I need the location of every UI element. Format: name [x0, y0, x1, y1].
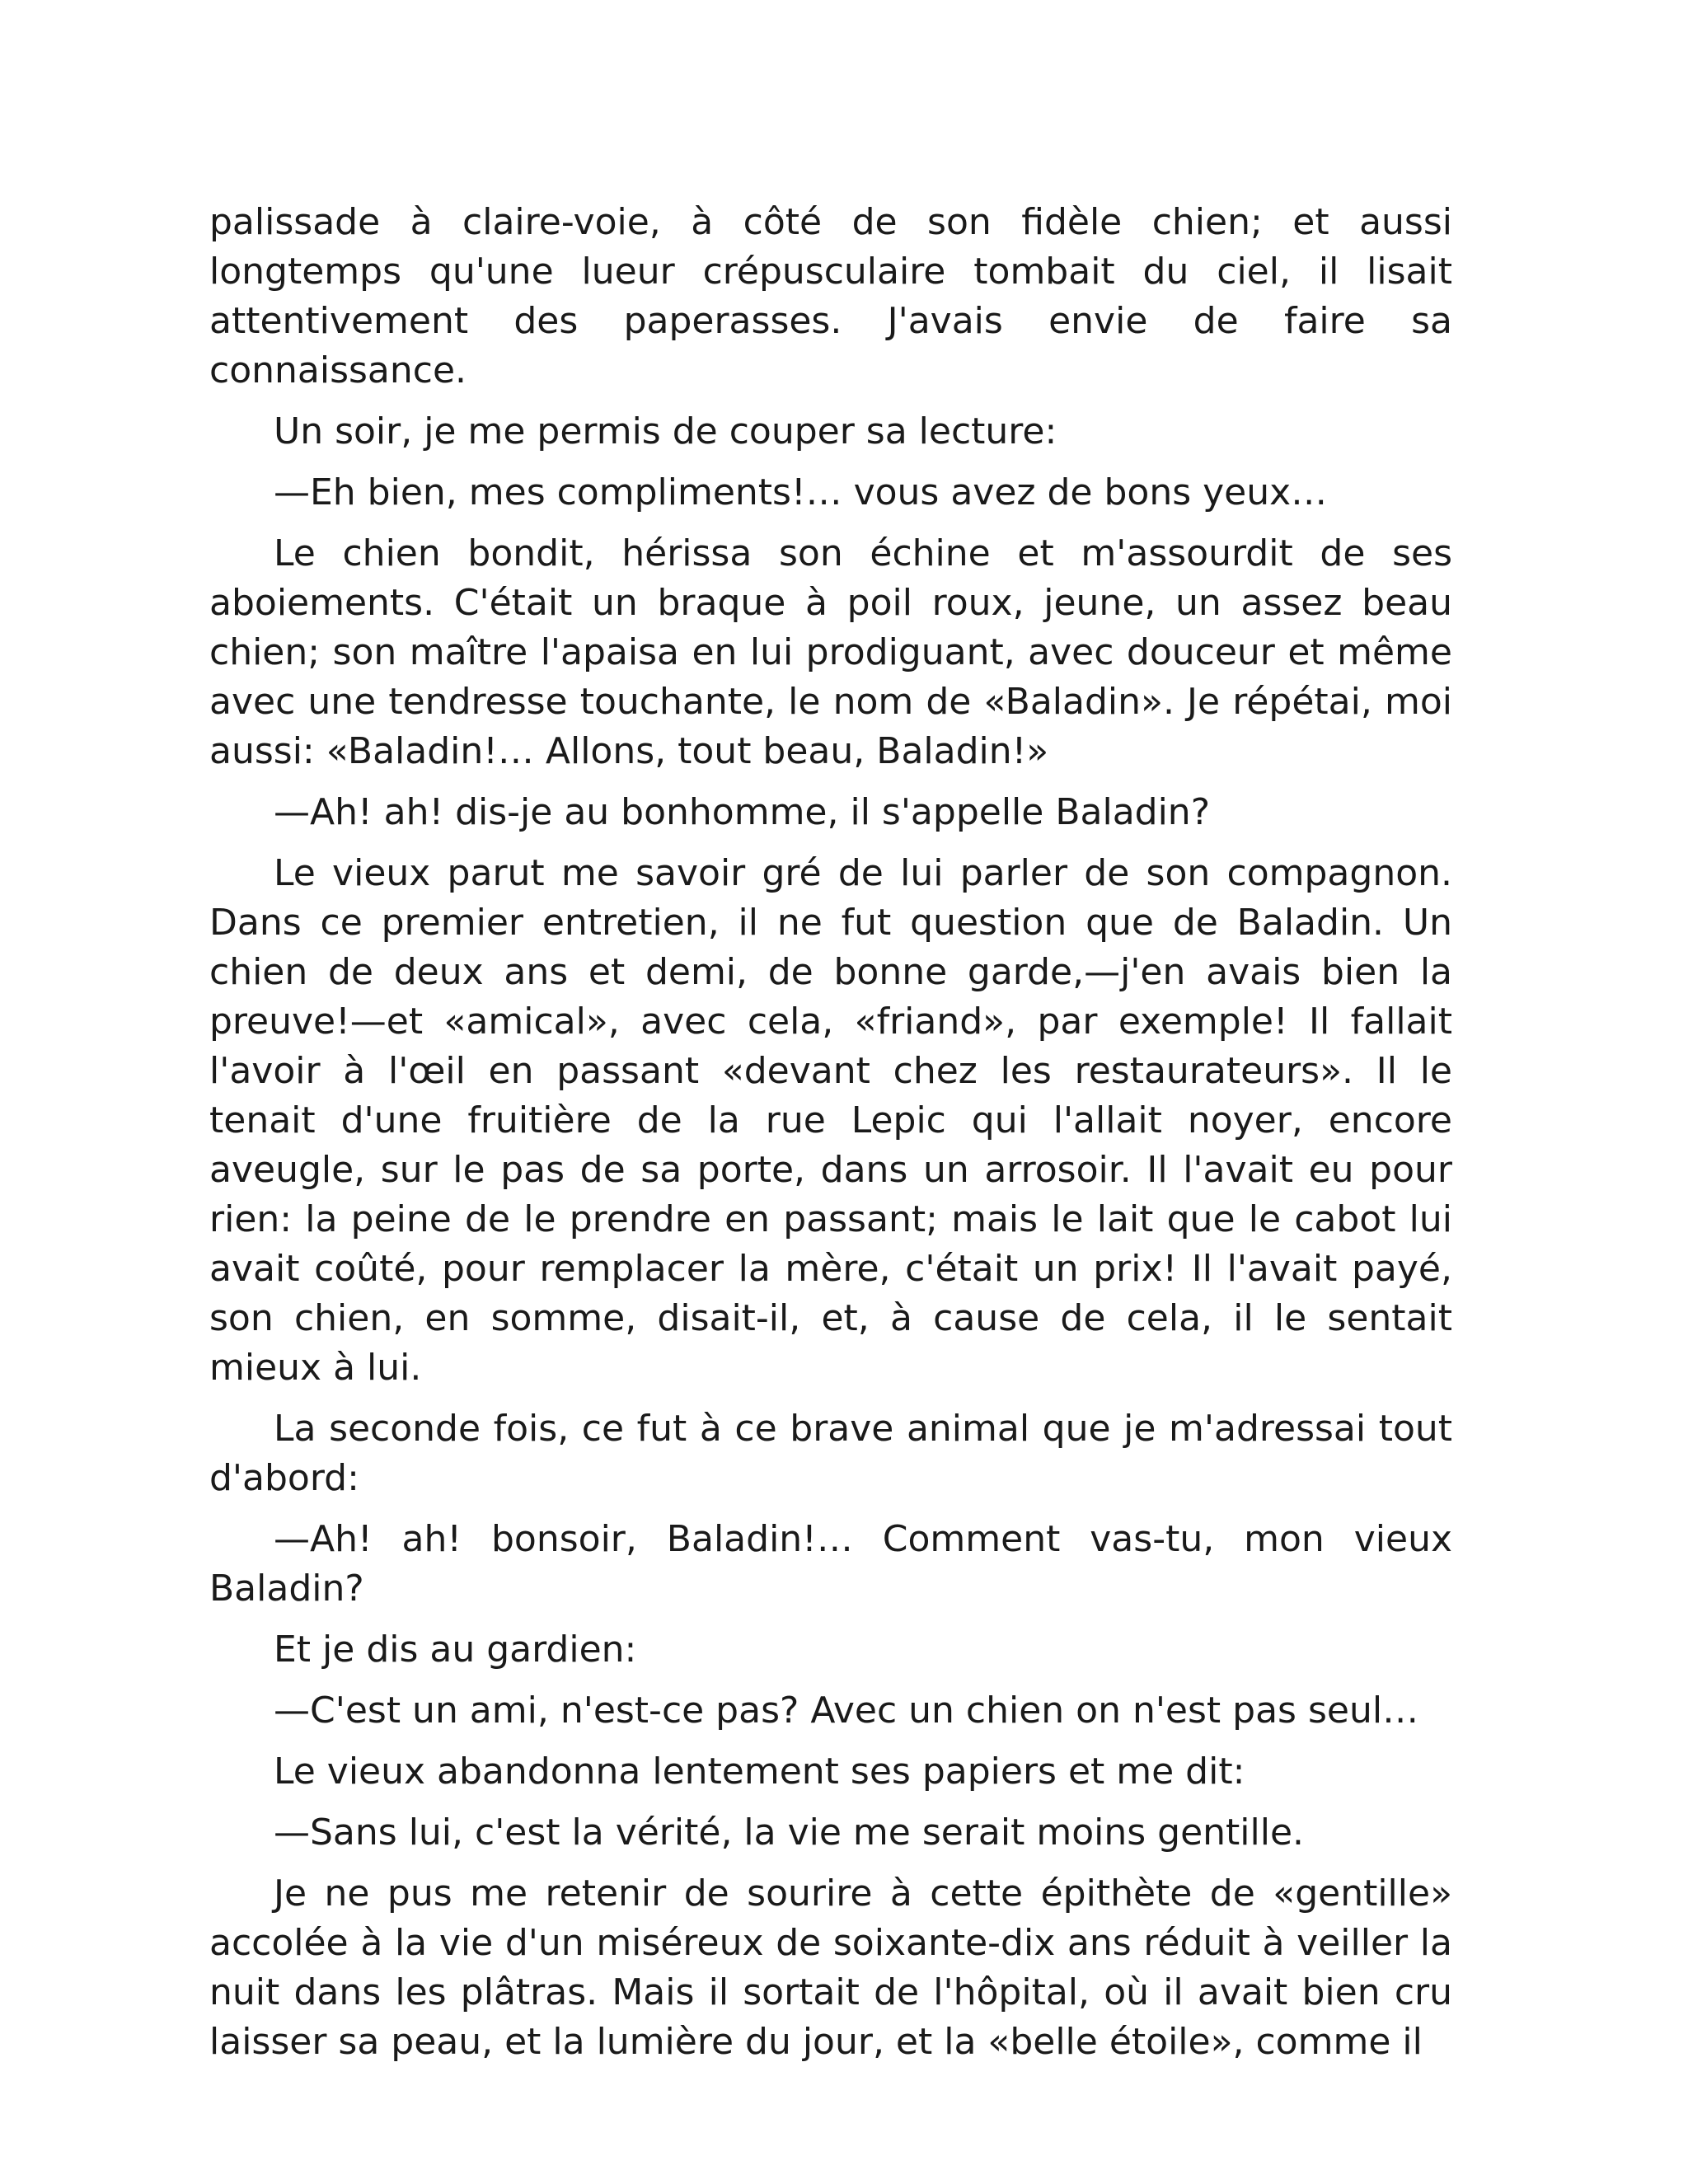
paragraph-9: Et je dis au gardien:	[274, 1629, 637, 1671]
paragraph-5: —Ah! ah! dis-je au bonhomme, il s'appelle Baladin?	[274, 791, 1211, 833]
paragraph-11: Le vieux abandonna lentement ses papiers et me dit:	[274, 1750, 1245, 1793]
paragraph-12: —Sans lui, c'est la vérité, la vie me serait moins gentille.	[274, 1811, 1305, 1854]
paragraph-13: Je ne pus me retenir de sourire à cette épithète de «gentille» accolée à la vie d'un miséreux de soixante-dix ans réduit à veiller la nuit dans les plâtras. Mais il sortait de l'hôpital, où il avait bien cru laisser sa peau, et la lumière du jour, et la «belle étoile», comme il	[209, 1872, 1452, 2063]
paragraph-10: —C'est un ami, n'est-ce pas? Avec un chien on n'est pas seul…	[274, 1690, 1419, 1732]
paragraph-1: palissade à claire-voie, à côté de son fidèle chien; et aussi longtemps qu'une lueur crépusculaire tombait du ciel, il lisait attentivement des paperasses. J'avais envie de faire sa connaissance.	[209, 201, 1452, 391]
paragraph-6: Le vieux parut me savoir gré de lui parler de son compagnon. Dans ce premier entretien, il ne fut question que de Baladin. Un chien de deux ans et demi, de bonne garde,—j'en avais bien la preuve!—et «amical», avec cela, «friand», par exemple! Il fallait l'avoir à l'œil en passant «devant chez les restaurateurs». Il le tenait d'une fruitière de la rue Lepic qui l'allait noyer, encore aveugle, sur le pas de sa porte, dans un arrosoir. Il l'avait eu pour rien: la peine de le prendre en passant; mais le lait que le cabot lui avait coûté, pour remplacer la mère, c'était un prix! Il l'avait payé, son chien, en somme, disait-il, et, à cause de cela, il le sentait mieux à lui.	[209, 852, 1452, 1389]
document-page	[209, 198, 1452, 2079]
paragraph-4: Le chien bondit, hérissa son échine et m'assourdit de ses aboiements. C'était un braque à poil roux, jeune, un assez beau chien; son maître l'apaisa en lui prodiguant, avec douceur et même avec une tendresse touchante, le nom de «Baladin». Je répétai, moi aussi: «Baladin!… Allons, tout beau, Baladin!»	[209, 532, 1452, 772]
paragraph-8: —Ah! ah! bonsoir, Baladin!… Comment vas-tu, mon vieux Baladin?	[209, 1518, 1452, 1610]
paragraph-2: Un soir, je me permis de couper sa lecture:	[274, 410, 1057, 452]
paragraph-7: La seconde fois, ce fut à ce brave animal que je m'adressai tout d'abord:	[209, 1408, 1452, 1499]
paragraph-3: —Eh bien, mes compliments!… vous avez de bons yeux…	[274, 471, 1328, 513]
